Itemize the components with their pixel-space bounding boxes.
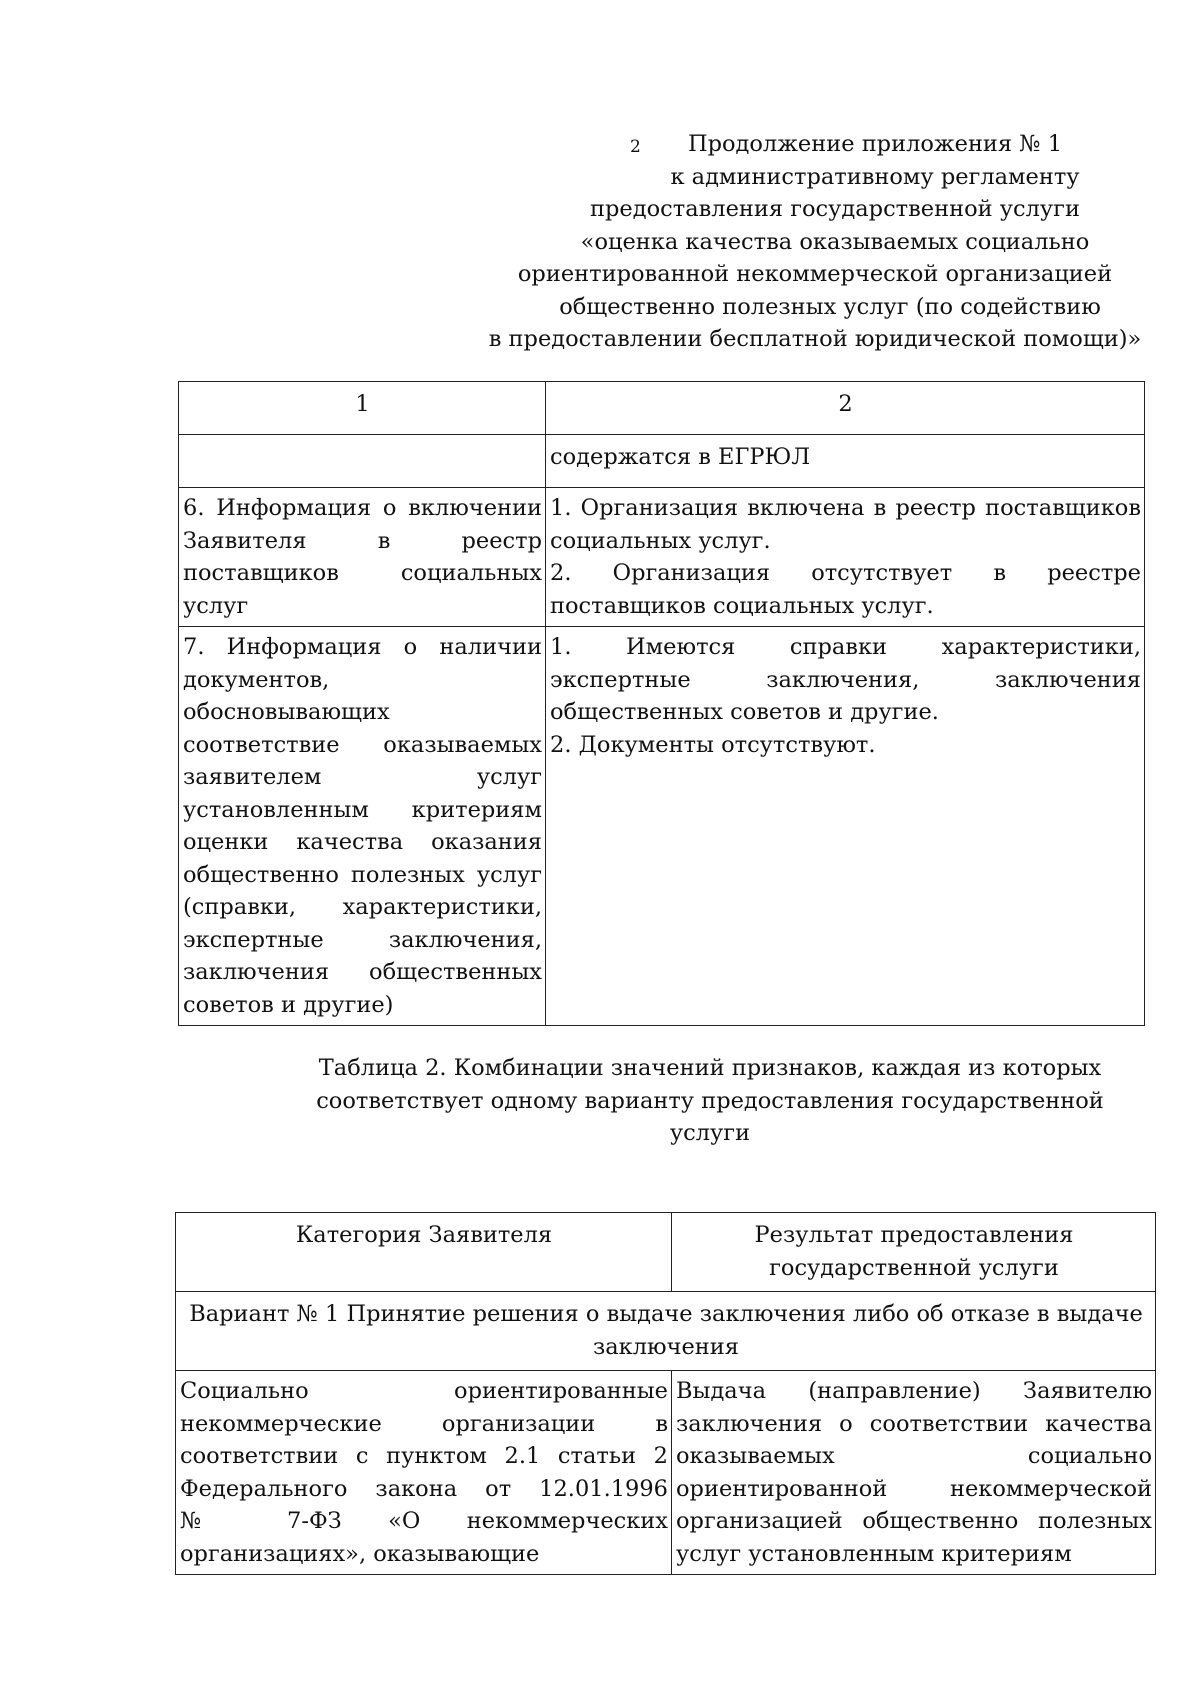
appendix-header [470, 128, 1160, 356]
cell-line: (справки, характеристики, [183, 894, 542, 920]
cell-line: общественно полезных услуг [183, 861, 542, 888]
cell-line: № 7-ФЗ «О некоммерческих [180, 1508, 668, 1534]
cell-line: экспертные заключения, заключения [550, 666, 1141, 693]
variant-line: Вариант № 1 Принятие решения о выдаче заключения либо об отказе в выдаче [189, 1301, 1143, 1327]
title-line: Таблица 2. Комбинации значений признаков, каждая из которых [318, 1055, 1102, 1081]
cell-line: услуг [183, 592, 249, 619]
table-header-row [179, 382, 1145, 435]
variant-line: заключения [592, 1333, 739, 1360]
variant-row [176, 1292, 1156, 1371]
cell-line: Федерального закона от 12.01.1996 [180, 1475, 668, 1502]
page-number: 2 [630, 137, 641, 157]
title-line: услуги [669, 1120, 751, 1146]
cell-line: заключения о соответствии качества [676, 1410, 1152, 1437]
column-header: 2 [546, 382, 1145, 435]
table-cell [179, 488, 546, 627]
cell-line: некоммерческие организации в [180, 1410, 668, 1437]
cell-line: оказываемых социально [676, 1443, 1152, 1469]
table2-title [280, 1052, 1140, 1150]
header-line: в предоставлении бесплатной юридической помощи)» [488, 326, 1142, 352]
cell-line: организациях», оказывающие [180, 1540, 540, 1567]
cell-line: экспертные заключения, [183, 926, 542, 953]
cell-line: Выдача (направление) Заявителю [676, 1378, 1152, 1404]
cell-line: 7. Информация о наличии [183, 634, 542, 660]
criteria-table [178, 381, 1145, 1026]
table-row [179, 488, 1145, 627]
cell-line: 1. Организация включена в реестр поставщиков [550, 495, 1141, 521]
cell-line: соответствии с пунктом 2.1 статьи 2 [180, 1443, 668, 1469]
table-row [179, 435, 1145, 488]
cell-line: ориентированной некоммерческой [676, 1475, 1152, 1502]
header-line: ориентированной некоммерческой организацией [517, 261, 1113, 287]
title-line: соответствует одному варианту предоставления государственной [316, 1087, 1104, 1114]
cell-line: общественных советов и другие. [550, 699, 939, 725]
header-line: «оценка качества оказываемых социально [580, 228, 1090, 255]
table-header-row [176, 1213, 1156, 1292]
header-line: предоставления государственной услуги [590, 196, 1080, 222]
header-line: государственной услуги [769, 1254, 1059, 1281]
column-header: 1 [179, 382, 546, 435]
header-line: Результат предоставления [754, 1222, 1074, 1248]
cell-line: соответствие оказываемых [183, 731, 542, 758]
header-line: общественно полезных услуг (по содействию [559, 293, 1101, 320]
table-cell [179, 435, 546, 488]
cell-line: документов, [183, 666, 330, 693]
cell-line: обосновывающих [183, 699, 390, 725]
cell-line: заявителем услуг [183, 764, 542, 790]
cell-line: организацией общественно полезных [676, 1508, 1152, 1534]
cell-line: 1. Имеются справки характеристики, [550, 634, 1141, 660]
cell-line: установленным критериям [183, 796, 542, 823]
table-cell [176, 1371, 672, 1575]
cell-line: поставщиков социальных услуг. [550, 592, 934, 619]
cell-line: поставщиков социальных [183, 560, 542, 586]
cell-line: заключения общественных [183, 959, 542, 985]
cell-line: 2. Организация отсутствует в реестре [550, 560, 1141, 586]
cell-line: 2. Документы отсутствуют. [550, 731, 876, 758]
column-header [672, 1213, 1156, 1292]
table-cell [672, 1371, 1156, 1575]
cell-line: Социально ориентированные [180, 1378, 668, 1404]
cell-line: социальных услуг. [550, 527, 771, 554]
combinations-table [175, 1212, 1156, 1575]
table-cell [546, 627, 1145, 1026]
table-row [176, 1371, 1156, 1575]
cell-line: оценки качества оказания [183, 829, 542, 855]
header-line: Продолжение приложения № 1 [687, 131, 1063, 157]
cell-line: услуг установленным критериям [676, 1540, 1072, 1567]
table-row [179, 627, 1145, 1026]
column-header: Категория Заявителя [176, 1213, 672, 1292]
table-cell: содержатся в ЕГРЮЛ [546, 435, 1145, 488]
table-cell [179, 627, 546, 1026]
cell-line: советов и другие) [183, 991, 394, 1018]
cell-line: Заявителя в реестр [183, 527, 542, 554]
cell-line: 6. Информация о включении [183, 495, 542, 521]
table-cell [546, 488, 1145, 627]
header-line: к административному регламенту [670, 163, 1080, 190]
variant-cell [176, 1292, 1156, 1371]
